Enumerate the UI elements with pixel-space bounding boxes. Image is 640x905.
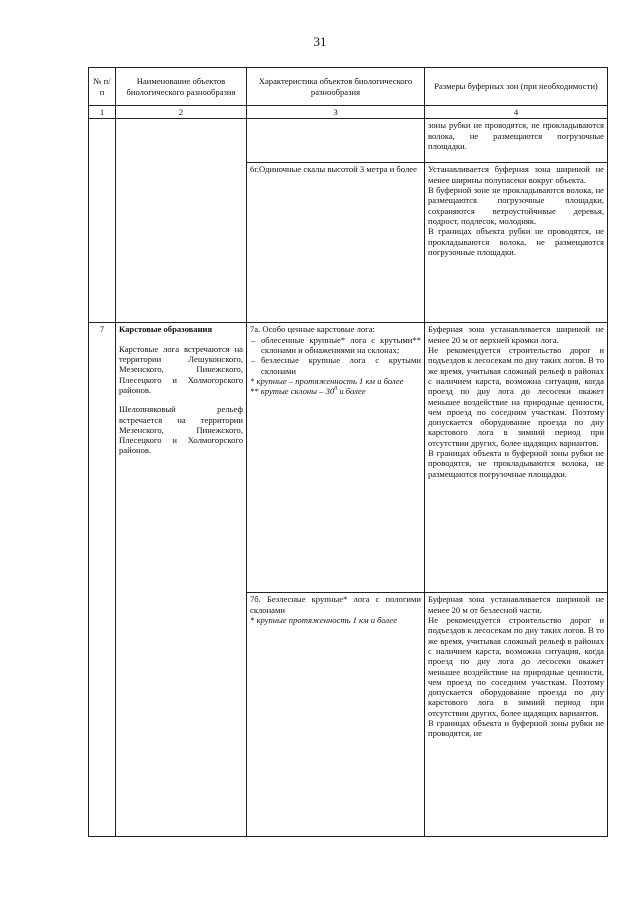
footnote-large: * крупные – протяженность 1 км и более	[250, 375, 404, 386]
cell-characteristic-empty	[247, 119, 425, 163]
list-item: – облесенные крупные* лога с крутыми** склонами и обнажениями на склонах;	[250, 335, 421, 356]
cell-number-7: 7	[89, 323, 116, 837]
header-buffer-zones: Размеры буферных зон (при необходимости)	[425, 68, 608, 106]
object-title: Карстовые образования	[119, 324, 213, 335]
cell-buffer-karst	[425, 323, 608, 593]
cell-buffer-treeless	[425, 593, 608, 837]
buffer-paragraph: В границах объекта и буферной зоны рубки не проводятся, не прокладываются волока, не размещаются погрузочные площадки.	[428, 448, 604, 479]
buffer-paragraph: Устанавливается буферная зона шириной не менее ширины полупасеки вокруг объекта.	[428, 164, 604, 185]
buffer-paragraph: В границах объекта рубки не проводятся, не прокладываются волока, не размещаются погрузочные площадки.	[428, 226, 604, 257]
page-number: 31	[313, 34, 327, 49]
buffer-paragraph: Не рекомендуется строительство дорог и подъездов к лесосекам по дну таких логов. В то же время, учитывая сложный рельеф в районах с наличием карста, возможна ситуация, когда проезд по дну лога до лесосеки окажет меньшее воздействие на природные ценности, чем проезд по соседним участкам. Поэтому допускается оборудование проезда по дну карстового лога в зимний период при отсутствии других, более щадящих вариантов.	[428, 344, 604, 448]
table-row-continued	[89, 119, 608, 163]
header-object-name: Наименование объектов биологического разнообразия	[116, 68, 247, 106]
object-description: Шелопняковый рельеф встречается на территории Мезенского, Пинежского, Плесецкого и Холмогорского районов.	[119, 404, 243, 456]
characteristic-list	[250, 335, 421, 376]
object-description: Карстовые лога встречаются на территории Лешуконского, Мезенского, Пинежского, Плесецкого и Холмогорского районов.	[119, 343, 243, 395]
column-number: 4	[425, 106, 608, 119]
header-number: № п/п	[89, 68, 116, 106]
column-number-row	[89, 106, 608, 119]
characteristic-heading: 7а. Особо ценные карстовые лога:	[250, 324, 375, 335]
list-item: – безлесные крупные лога с крутыми склонами	[250, 355, 421, 376]
cell-buffer-continued: зоны рубки не проводятся, не прокладываются волока, не размещаются погрузочные площадки.	[425, 119, 608, 163]
column-number: 3	[247, 106, 425, 119]
buffer-paragraph: Буферная зона устанавливается шириной не менее 20 м от безлесной части.	[428, 594, 604, 615]
footnote-steep: ** крутые склоны – $30^0$ и более	[250, 386, 366, 397]
column-number: 2	[116, 106, 247, 119]
cell-characteristic-rocks: 6г.Одиночные скалы высотой 3 метра и более	[247, 163, 425, 323]
cell-number-empty	[89, 119, 116, 323]
footnote-large: * крупные протяженность 1 км и более	[250, 614, 398, 625]
cell-object-empty	[116, 119, 247, 323]
column-number: 1	[89, 106, 116, 119]
cell-characteristic-karst	[247, 323, 425, 593]
buffer-paragraph: В границах объекта и буферной зоны рубки не проводятся, не	[428, 718, 604, 739]
cell-object-karst	[116, 323, 247, 837]
buffer-paragraph: Не рекомендуется строительство дорог и подъездов к лесосекам по дну таких логов. В то же время, учитывая сложный рельеф в районах с наличием карста, возможна ситуация, когда проезд по дну лога до лесосеки окажет меньшее воздействие на природные ценности, чем проезд по соседним участкам. Поэтому допускается оборудование проезда по дну карстового лога в зимний период при отсутствии других, более щадящих вариантов.	[428, 614, 604, 718]
cell-buffer-rocks	[425, 163, 608, 323]
cell-characteristic-treeless	[247, 593, 425, 837]
buffer-paragraph: В буферной зоне не прокладываются волока, не размещаются погрузочные площадки, сохраняются ветроустойчивые деревья, подрост, подлесок, молодняк.	[428, 184, 604, 226]
header-characteristics: Характеристика объектов биологического разнообразия	[247, 68, 425, 106]
buffer-paragraph: Буферная зона устанавливается шириной не менее 20 м от верхней кромки лога.	[428, 324, 604, 345]
header-row	[89, 68, 608, 106]
characteristic-heading: 7б. Безлесные крупные* лога с пологими склонами	[250, 594, 421, 615]
biodiversity-table	[88, 67, 608, 837]
table-row-karst-valuable	[89, 323, 608, 593]
